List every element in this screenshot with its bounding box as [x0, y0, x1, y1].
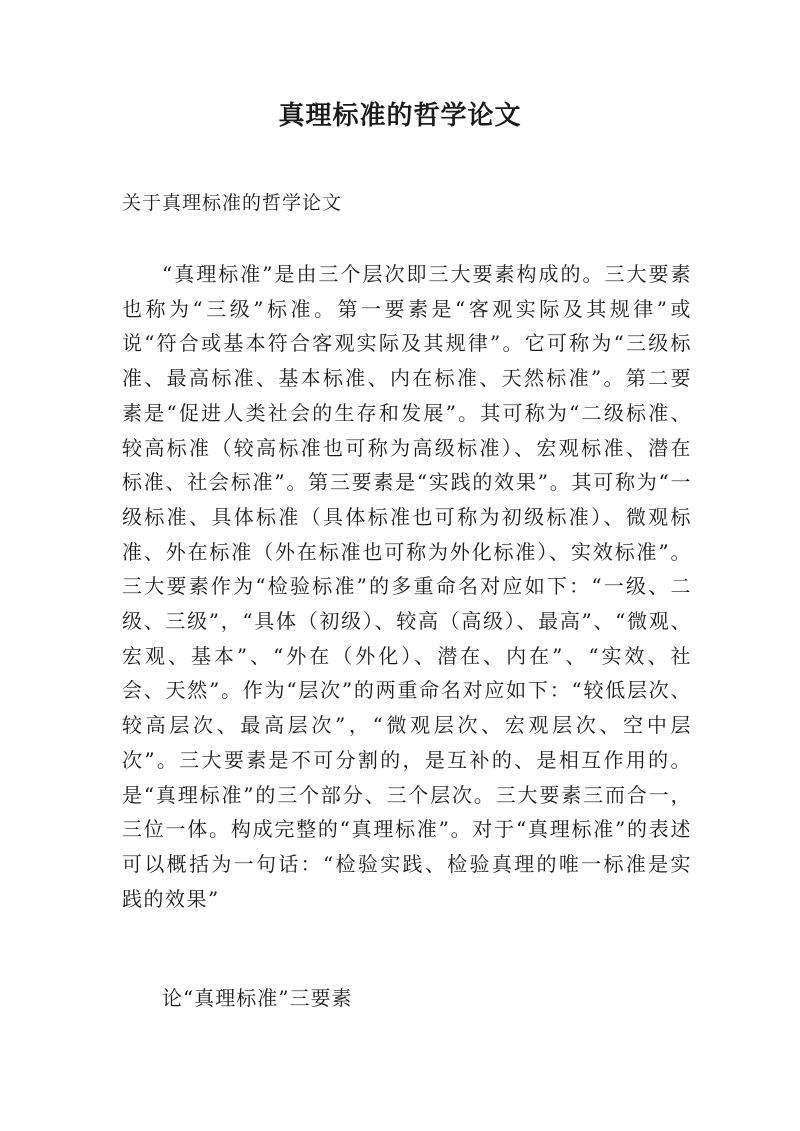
section-heading: 论“真理标准”三要素	[162, 986, 353, 1010]
page-title: 真理标准的哲学论文	[278, 101, 522, 131]
document-subtitle: 关于真理标准的哲学论文	[122, 192, 343, 214]
body-paragraph: “真理标准”是由三个层次即三大要素构成的。三大要素也称为“三级”标准。第一要素是“客观实际及其规律”或说“符合或基本符合客观实际及其规律”。它可称为“三级标准、最高标准、基本标准、内在标准、天然标准”。第二要素是“促进人类社会的生存和发展”。其可称为“二级标准、较高标准（较高标准也可称为高级标准）、宏观标准、潜在标准、社会标准”。第三要素是“实践的效果”。其可称为“一级标准、具体标准（具体标准也可称为初级标准）、微观标准、外在标准（外在标准也可称为外化标准）、实效标准”。三大要素作为“检验标准”的多重命名对应如下：“一级、二级、三级”，“具体（初级）、较高（高级）、最高”、“微观、宏观、基本”、“外在（外化）、潜在、内在”、“实效、社会、天然”。作为“层次”的两重命名对应如下：“较低层次、较高层次、最高层次”，“微观层次、宏观层次、空中层次”。三大要素是不可分割的，是互补的、是相互作用的。是“真理标准”的三个部分、三个层次。三大要素三而合一，三位一体。构成完整的“真理标准”。对于“真理标准”的表述可以概括为一句话：“检验实践、检验真理的唯一标准是实践的效果”	[122, 262, 692, 911]
